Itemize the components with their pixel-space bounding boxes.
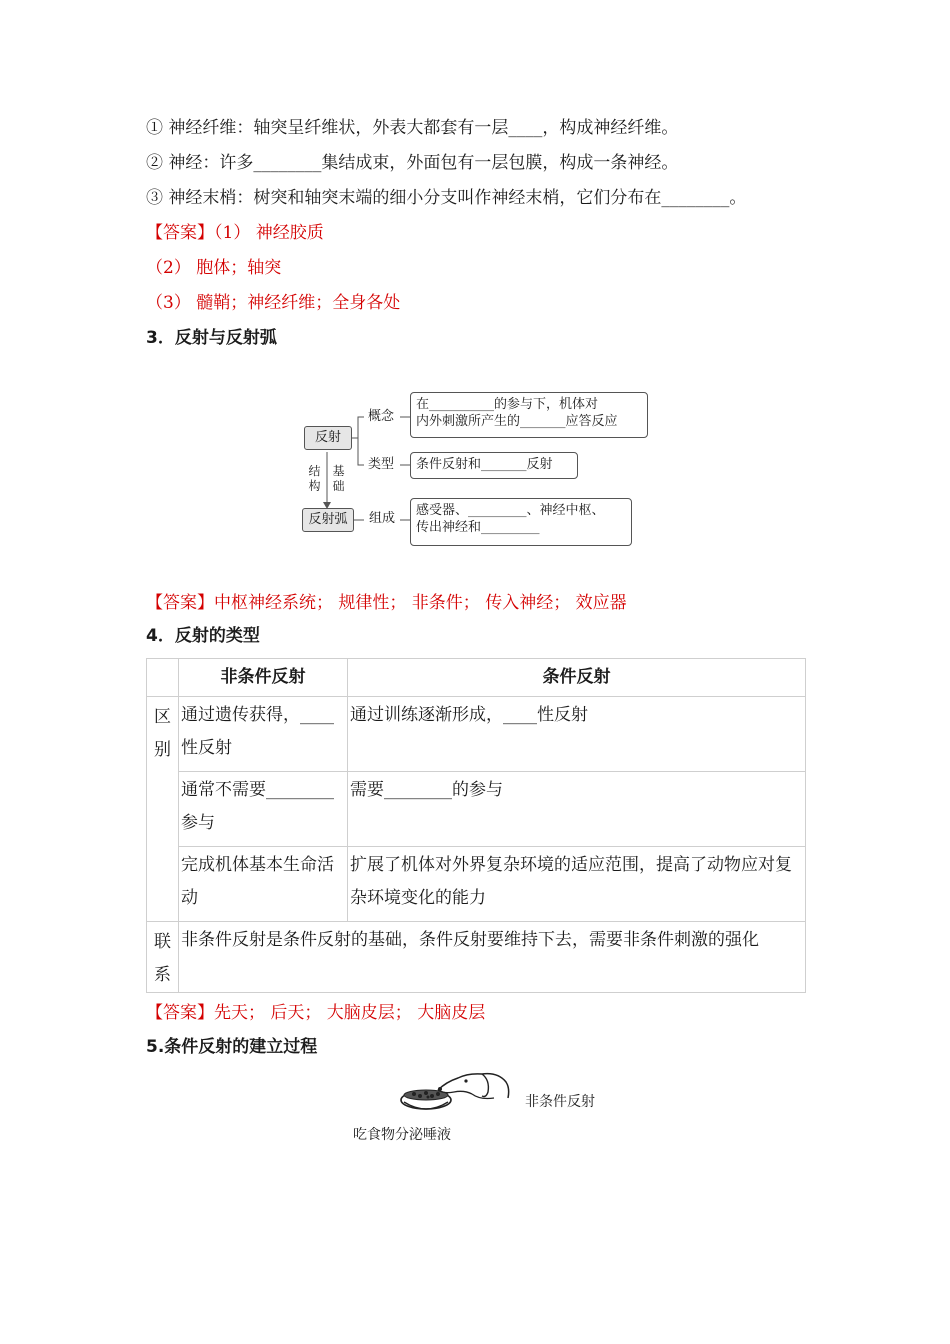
answer-label: 【答案】 xyxy=(146,1003,214,1023)
caption-unconditioned-reflex: 非条件反射 xyxy=(525,1094,595,1110)
concept-box-line-1: 在__________的参与下，机体对 xyxy=(416,397,599,412)
caption-eating-saliva: 吃食物分泌唾液 xyxy=(353,1127,451,1143)
compose-label: 组成 xyxy=(369,511,396,526)
concept-box xyxy=(410,392,648,438)
reflex-node: 反射 xyxy=(304,426,352,450)
section-4-title: 4．反射的类型 xyxy=(146,626,260,646)
header-unconditioned: 非条件反射 xyxy=(179,659,348,697)
reflex-arc-node: 反射弧 xyxy=(302,508,354,532)
line-nerve: ② 神经：许多________集结成束，外面包有一层包膜，构成一条神经。 xyxy=(146,153,679,173)
answer-line-2: （2） 胞体；轴突 xyxy=(146,258,282,278)
compose-box-line-2: 传出神经和_________ xyxy=(416,520,540,535)
header-conditioned: 条件反射 xyxy=(348,659,806,697)
structure-label-right: 基础 xyxy=(332,464,345,493)
section-3-title: 3．反射与反射弧 xyxy=(146,328,277,348)
answer-label: 【答案】 xyxy=(146,593,214,613)
reflex-type-table xyxy=(146,658,806,993)
section-5-title: 5.条件反射的建立过程 xyxy=(146,1037,318,1057)
dog-eating-illustration xyxy=(398,1068,522,1118)
table-cell: 完成机体基本生命活动 xyxy=(179,847,348,922)
compose-box xyxy=(410,498,632,546)
table-corner xyxy=(147,659,179,697)
type-box: 条件反射和_______反射 xyxy=(410,452,578,479)
table-cell: 通过训练逐渐形成，____性反射 xyxy=(348,697,806,772)
concept-box-line-2: 内外刺激所产生的_______应答反应 xyxy=(416,414,618,429)
concept-label: 概念 xyxy=(368,409,395,424)
table-cell: 通过遗传获得，____性反射 xyxy=(179,697,348,772)
answer-text: （1） 神经胶质 xyxy=(214,223,324,243)
reflex-diagram xyxy=(300,390,652,552)
answer-text: 中枢神经系统； 规律性； 非条件； 传入神经； 效应器 xyxy=(214,593,627,613)
table-cell: 需要________的参与 xyxy=(348,772,806,847)
line-nerve-ending: ③ 神经末梢：树突和轴突末端的细小分支叫作神经末梢，它们分布在________。 xyxy=(146,188,747,208)
answer-label: 【答案】 xyxy=(146,223,214,243)
side-label-difference: 区别 xyxy=(147,697,179,922)
table-cell: 扩展了机体对外界复杂环境的适应范围，提高了动物应对复杂环境变化的能力 xyxy=(348,847,806,922)
answer-text: 先天； 后天； 大脑皮层； 大脑皮层 xyxy=(214,1003,486,1023)
type-label: 类型 xyxy=(368,457,395,472)
table-row xyxy=(147,697,806,772)
table-row xyxy=(147,922,806,993)
structure-label-left: 结构 xyxy=(308,464,321,493)
table-row xyxy=(147,772,806,847)
side-label-relation: 联系 xyxy=(147,922,179,993)
answer-line-3: （3） 髓鞘；神经纤维；全身各处 xyxy=(146,293,401,313)
line-nerve-fiber: ① 神经纤维：轴突呈纤维状，外表大都套有一层____，构成神经纤维。 xyxy=(146,118,679,138)
answer-block-2 xyxy=(146,591,627,615)
answer-block-3 xyxy=(146,1001,485,1025)
table-cell: 非条件反射是条件反射的基础，条件反射要维持下去，需要非条件刺激的强化 xyxy=(179,922,806,993)
compose-box-line-1: 感受器、_________、神经中枢、 xyxy=(416,503,605,518)
table-row xyxy=(147,847,806,922)
table-header-row xyxy=(147,659,806,697)
answer-block-1 xyxy=(146,221,324,245)
table-cell: 通常不需要________参与 xyxy=(179,772,348,847)
